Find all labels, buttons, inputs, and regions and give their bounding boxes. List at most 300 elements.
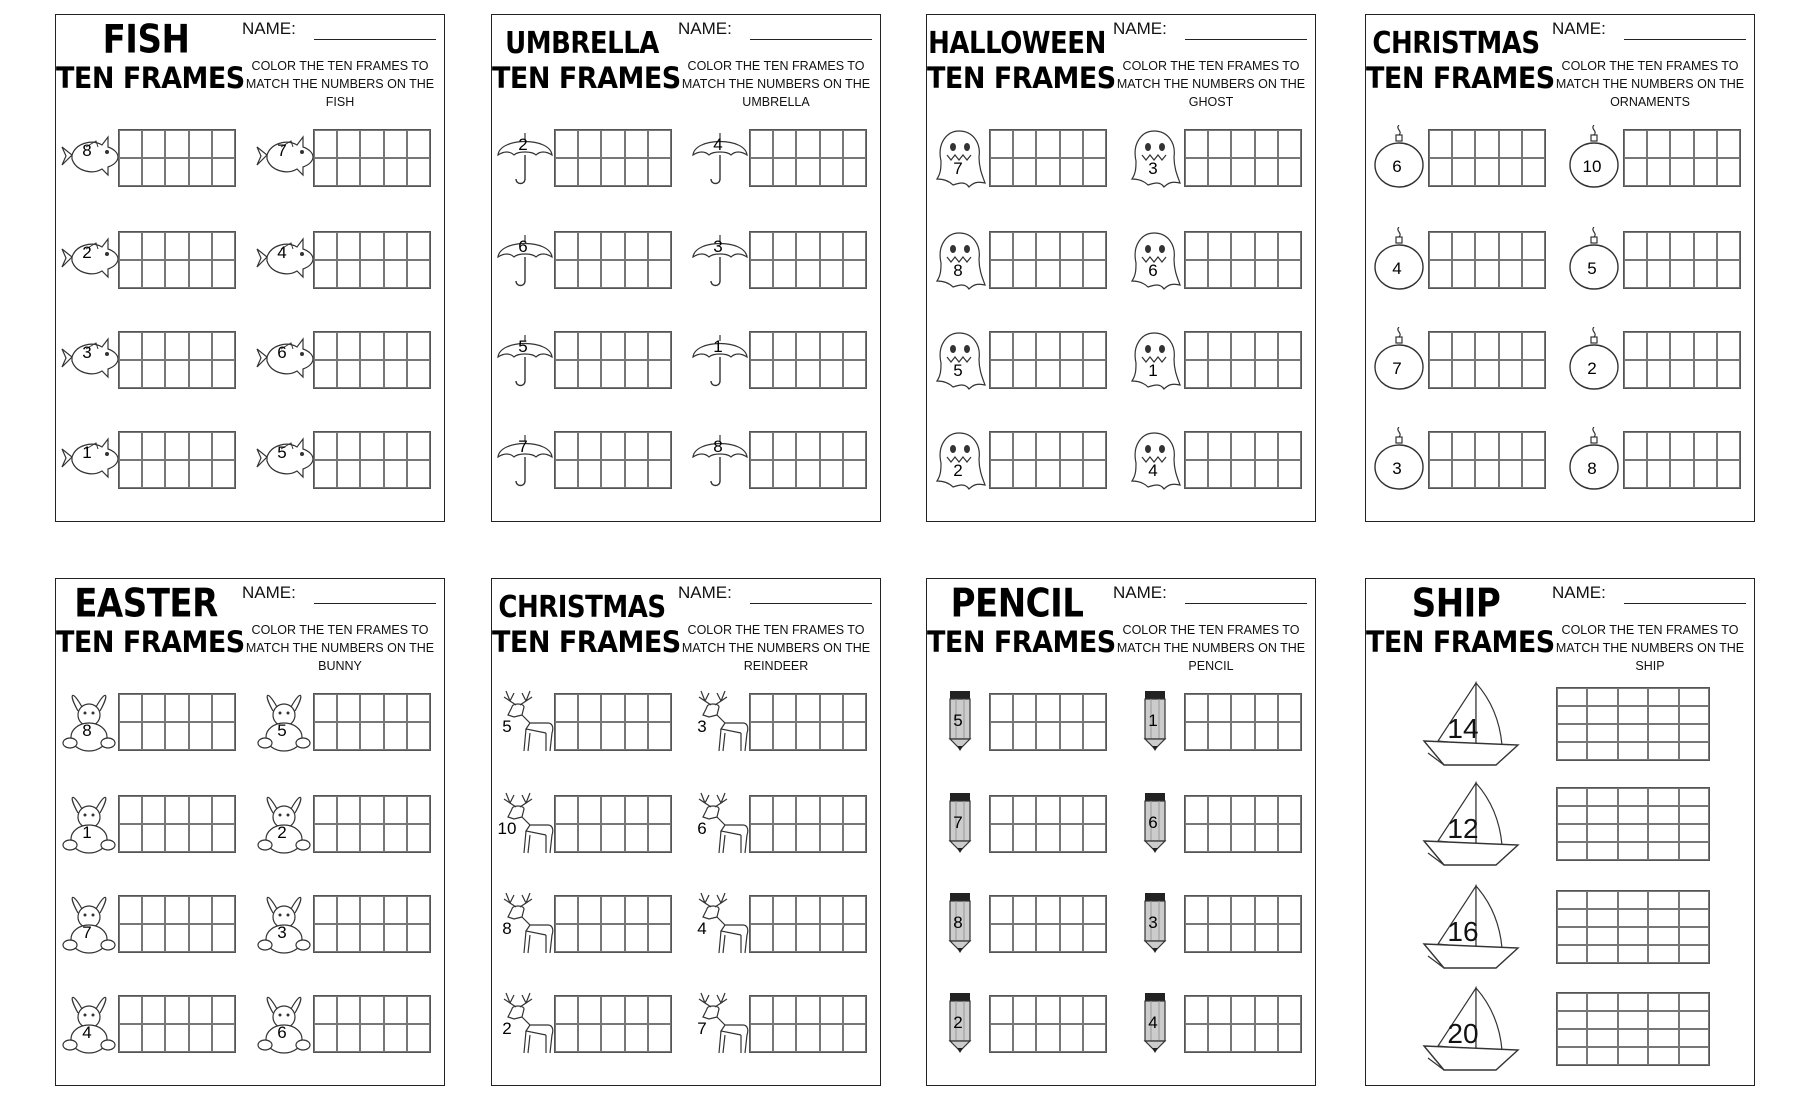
- frame-cell[interactable]: [1618, 842, 1648, 860]
- frame-cell[interactable]: [555, 1024, 578, 1052]
- frame-cell[interactable]: [384, 232, 407, 260]
- frame-cell[interactable]: [625, 796, 648, 824]
- frame-cell[interactable]: [796, 722, 819, 750]
- frame-cell[interactable]: [1647, 332, 1670, 360]
- frame-cell[interactable]: [142, 722, 165, 750]
- frame-cell[interactable]: [1208, 332, 1231, 360]
- frame-cell[interactable]: [773, 158, 796, 186]
- frame-cell[interactable]: [625, 260, 648, 288]
- frame-cell[interactable]: [189, 824, 212, 852]
- frame-cell[interactable]: [1429, 260, 1452, 288]
- frame-cell[interactable]: [407, 158, 430, 186]
- frame-cell[interactable]: [648, 1024, 671, 1052]
- frame-cell[interactable]: [1648, 891, 1678, 909]
- frame-cell[interactable]: [648, 332, 671, 360]
- frame-cell[interactable]: [601, 260, 624, 288]
- frame-cell[interactable]: [119, 232, 142, 260]
- ten-frame[interactable]: [554, 431, 672, 489]
- frame-cell[interactable]: [843, 896, 866, 924]
- frame-cell[interactable]: [1647, 130, 1670, 158]
- ten-frame[interactable]: [118, 995, 236, 1053]
- frame-cell[interactable]: [578, 260, 601, 288]
- frame-cell[interactable]: [212, 796, 235, 824]
- frame-cell[interactable]: [750, 158, 773, 186]
- frame-cell[interactable]: [578, 924, 601, 952]
- frame-cell[interactable]: [1083, 924, 1106, 952]
- frame-cell[interactable]: [314, 796, 337, 824]
- frame-cell[interactable]: [337, 130, 360, 158]
- frame-cell[interactable]: [384, 996, 407, 1024]
- ten-frame[interactable]: [749, 431, 867, 489]
- frame-cell[interactable]: [1557, 788, 1587, 806]
- ten-frame[interactable]: [313, 231, 431, 289]
- frame-cell[interactable]: [1185, 824, 1208, 852]
- frame-cell[interactable]: [142, 360, 165, 388]
- frame-cell[interactable]: [750, 896, 773, 924]
- frame-cell[interactable]: [1060, 360, 1083, 388]
- frame-cell[interactable]: [165, 460, 188, 488]
- frame-cell[interactable]: [1185, 722, 1208, 750]
- frame-cell[interactable]: [212, 130, 235, 158]
- frame-cell[interactable]: [1255, 460, 1278, 488]
- name-input-line[interactable]: [750, 603, 872, 604]
- frame-cell[interactable]: [165, 722, 188, 750]
- frame-cell[interactable]: [1587, 806, 1617, 824]
- frame-cell[interactable]: [165, 158, 188, 186]
- frame-cell[interactable]: [1278, 722, 1301, 750]
- frame-cell[interactable]: [1679, 706, 1709, 724]
- frame-cell[interactable]: [1679, 891, 1709, 909]
- frame-cell[interactable]: [1255, 360, 1278, 388]
- frame-cell[interactable]: [555, 824, 578, 852]
- frame-cell[interactable]: [1618, 688, 1648, 706]
- frame-cell[interactable]: [1499, 432, 1522, 460]
- frame-cell[interactable]: [384, 432, 407, 460]
- frame-cell[interactable]: [820, 158, 843, 186]
- frame-cell[interactable]: [1060, 232, 1083, 260]
- frame-cell[interactable]: [119, 694, 142, 722]
- frame-cell[interactable]: [1587, 1029, 1617, 1047]
- frame-cell[interactable]: [1060, 130, 1083, 158]
- frame-cell[interactable]: [578, 158, 601, 186]
- frame-cell[interactable]: [843, 332, 866, 360]
- frame-cell[interactable]: [407, 824, 430, 852]
- frame-cell[interactable]: [648, 824, 671, 852]
- frame-cell[interactable]: [1694, 360, 1717, 388]
- frame-cell[interactable]: [1647, 360, 1670, 388]
- ten-frame[interactable]: [118, 895, 236, 953]
- frame-cell[interactable]: [1013, 360, 1036, 388]
- frame-cell[interactable]: [1679, 742, 1709, 760]
- frame-cell[interactable]: [384, 924, 407, 952]
- frame-cell[interactable]: [1036, 260, 1059, 288]
- frame-cell[interactable]: [1694, 332, 1717, 360]
- frame-cell[interactable]: [212, 1024, 235, 1052]
- frame-cell[interactable]: [337, 432, 360, 460]
- frame-cell[interactable]: [1278, 360, 1301, 388]
- ten-frame[interactable]: [554, 995, 672, 1053]
- frame-cell[interactable]: [1185, 360, 1208, 388]
- frame-cell[interactable]: [1060, 996, 1083, 1024]
- ten-frame[interactable]: [118, 331, 236, 389]
- frame-cell[interactable]: [1231, 896, 1254, 924]
- frame-cell[interactable]: [314, 722, 337, 750]
- frame-cell[interactable]: [601, 824, 624, 852]
- frame-cell[interactable]: [1231, 158, 1254, 186]
- ten-frame[interactable]: [313, 795, 431, 853]
- frame-cell[interactable]: [1013, 796, 1036, 824]
- frame-cell[interactable]: [1717, 158, 1740, 186]
- ten-frame[interactable]: [749, 331, 867, 389]
- frame-cell[interactable]: [1278, 260, 1301, 288]
- frame-cell[interactable]: [142, 824, 165, 852]
- name-input-line[interactable]: [1185, 39, 1307, 40]
- frame-cell[interactable]: [601, 432, 624, 460]
- ten-frame[interactable]: [749, 995, 867, 1053]
- frame-cell[interactable]: [337, 1024, 360, 1052]
- frame-cell[interactable]: [1013, 232, 1036, 260]
- ten-frame[interactable]: [989, 995, 1107, 1053]
- frame-cell[interactable]: [750, 722, 773, 750]
- frame-cell[interactable]: [1255, 232, 1278, 260]
- frame-cell[interactable]: [820, 796, 843, 824]
- frame-cell[interactable]: [1624, 232, 1647, 260]
- frame-cell[interactable]: [1557, 909, 1587, 927]
- frame-cell[interactable]: [1231, 332, 1254, 360]
- frame-cell[interactable]: [1036, 796, 1059, 824]
- frame-cell[interactable]: [555, 924, 578, 952]
- frame-cell[interactable]: [360, 694, 383, 722]
- frame-cell[interactable]: [625, 694, 648, 722]
- frame-cell[interactable]: [1255, 130, 1278, 158]
- frame-cell[interactable]: [1587, 788, 1617, 806]
- frame-cell[interactable]: [165, 996, 188, 1024]
- frame-cell[interactable]: [142, 996, 165, 1024]
- ten-frame[interactable]: [749, 231, 867, 289]
- frame-cell[interactable]: [360, 130, 383, 158]
- frame-cell[interactable]: [625, 996, 648, 1024]
- frame-cell[interactable]: [212, 360, 235, 388]
- ten-frame[interactable]: [989, 331, 1107, 389]
- frame-cell[interactable]: [1013, 432, 1036, 460]
- frame-cell[interactable]: [555, 260, 578, 288]
- frame-cell[interactable]: [1452, 232, 1475, 260]
- frame-cell[interactable]: [1278, 824, 1301, 852]
- frame-cell[interactable]: [1522, 460, 1545, 488]
- frame-cell[interactable]: [1255, 332, 1278, 360]
- frame-cell[interactable]: [1278, 1024, 1301, 1052]
- frame-cell[interactable]: [990, 722, 1013, 750]
- frame-cell[interactable]: [1255, 1024, 1278, 1052]
- frame-cell[interactable]: [119, 332, 142, 360]
- frame-cell[interactable]: [773, 694, 796, 722]
- frame-cell[interactable]: [1231, 1024, 1254, 1052]
- frame-cell[interactable]: [1679, 1047, 1709, 1065]
- frame-cell[interactable]: [773, 332, 796, 360]
- frame-cell[interactable]: [407, 896, 430, 924]
- frame-cell[interactable]: [990, 232, 1013, 260]
- frame-cell[interactable]: [119, 460, 142, 488]
- frame-cell[interactable]: [843, 232, 866, 260]
- frame-cell[interactable]: [384, 460, 407, 488]
- frame-cell[interactable]: [1618, 1029, 1648, 1047]
- frame-cell[interactable]: [1231, 694, 1254, 722]
- frame-cell[interactable]: [1255, 796, 1278, 824]
- name-input-line[interactable]: [1624, 39, 1746, 40]
- ten-frame[interactable]: [1623, 331, 1741, 389]
- ten-frame[interactable]: [989, 895, 1107, 953]
- frame-cell[interactable]: [314, 232, 337, 260]
- frame-cell[interactable]: [1036, 158, 1059, 186]
- frame-cell[interactable]: [1060, 694, 1083, 722]
- frame-cell[interactable]: [601, 896, 624, 924]
- frame-cell[interactable]: [337, 158, 360, 186]
- frame-cell[interactable]: [1185, 796, 1208, 824]
- frame-cell[interactable]: [142, 694, 165, 722]
- frame-cell[interactable]: [1618, 824, 1648, 842]
- frame-cell[interactable]: [165, 332, 188, 360]
- frame-cell[interactable]: [314, 694, 337, 722]
- frame-cell[interactable]: [1255, 722, 1278, 750]
- frame-cell[interactable]: [407, 722, 430, 750]
- frame-cell[interactable]: [1036, 232, 1059, 260]
- frame-cell[interactable]: [578, 996, 601, 1024]
- frame-cell[interactable]: [1587, 724, 1617, 742]
- frame-cell[interactable]: [990, 824, 1013, 852]
- frame-cell[interactable]: [1083, 460, 1106, 488]
- frame-cell[interactable]: [360, 232, 383, 260]
- frame-cell[interactable]: [1618, 1047, 1648, 1065]
- frame-cell[interactable]: [796, 1024, 819, 1052]
- frame-cell[interactable]: [555, 460, 578, 488]
- frame-cell[interactable]: [165, 896, 188, 924]
- frame-cell[interactable]: [1083, 694, 1106, 722]
- frame-cell[interactable]: [1231, 260, 1254, 288]
- ten-frame[interactable]: [749, 693, 867, 751]
- frame-cell[interactable]: [1060, 924, 1083, 952]
- frame-cell[interactable]: [1231, 360, 1254, 388]
- frame-cell[interactable]: [1083, 824, 1106, 852]
- ten-frame[interactable]: [1428, 331, 1546, 389]
- frame-cell[interactable]: [1278, 232, 1301, 260]
- frame-cell[interactable]: [820, 260, 843, 288]
- ten-frame[interactable]: [1428, 129, 1546, 187]
- frame-cell[interactable]: [1083, 158, 1106, 186]
- frame-cell[interactable]: [337, 896, 360, 924]
- frame-cell[interactable]: [407, 996, 430, 1024]
- ten-frame[interactable]: [1623, 129, 1741, 187]
- frame-cell[interactable]: [1670, 332, 1693, 360]
- frame-cell[interactable]: [1255, 824, 1278, 852]
- frame-cell[interactable]: [773, 260, 796, 288]
- frame-cell[interactable]: [1587, 1047, 1617, 1065]
- frame-cell[interactable]: [1587, 891, 1617, 909]
- frame-cell[interactable]: [189, 996, 212, 1024]
- frame-cell[interactable]: [1717, 432, 1740, 460]
- frame-cell[interactable]: [314, 158, 337, 186]
- frame-cell[interactable]: [1587, 993, 1617, 1011]
- frame-cell[interactable]: [1083, 360, 1106, 388]
- frame-cell[interactable]: [189, 260, 212, 288]
- frame-cell[interactable]: [1624, 332, 1647, 360]
- frame-cell[interactable]: [142, 896, 165, 924]
- frame-cell[interactable]: [990, 460, 1013, 488]
- frame-cell[interactable]: [1036, 432, 1059, 460]
- ten-frame[interactable]: [1184, 129, 1302, 187]
- frame-cell[interactable]: [555, 332, 578, 360]
- ten-frame[interactable]: [1623, 231, 1741, 289]
- frame-cell[interactable]: [1499, 332, 1522, 360]
- frame-cell[interactable]: [1648, 1047, 1678, 1065]
- frame-cell[interactable]: [796, 332, 819, 360]
- ten-frame[interactable]: [989, 231, 1107, 289]
- frame-cell[interactable]: [119, 924, 142, 952]
- frame-cell[interactable]: [1648, 706, 1678, 724]
- frame-cell[interactable]: [384, 130, 407, 158]
- frame-cell[interactable]: [773, 924, 796, 952]
- frame-cell[interactable]: [189, 332, 212, 360]
- frame-cell[interactable]: [1648, 1011, 1678, 1029]
- frame-cell[interactable]: [1429, 432, 1452, 460]
- frame-cell[interactable]: [1717, 360, 1740, 388]
- frame-cell[interactable]: [990, 1024, 1013, 1052]
- frame-cell[interactable]: [578, 332, 601, 360]
- frame-cell[interactable]: [1587, 1011, 1617, 1029]
- frame-cell[interactable]: [142, 460, 165, 488]
- frame-cell[interactable]: [990, 896, 1013, 924]
- frame-cell[interactable]: [820, 460, 843, 488]
- ten-frame[interactable]: [1184, 693, 1302, 751]
- frame-cell[interactable]: [1231, 432, 1254, 460]
- frame-cell[interactable]: [648, 896, 671, 924]
- frame-cell[interactable]: [407, 260, 430, 288]
- frame-cell[interactable]: [796, 432, 819, 460]
- frame-cell[interactable]: [1694, 432, 1717, 460]
- ten-frame[interactable]: [1184, 795, 1302, 853]
- ten-frame[interactable]: [554, 129, 672, 187]
- frame-cell[interactable]: [1717, 232, 1740, 260]
- frame-cell[interactable]: [625, 432, 648, 460]
- frame-cell[interactable]: [1679, 1029, 1709, 1047]
- frame-cell[interactable]: [1060, 824, 1083, 852]
- frame-cell[interactable]: [1060, 1024, 1083, 1052]
- frame-cell[interactable]: [212, 996, 235, 1024]
- frame-cell[interactable]: [337, 460, 360, 488]
- frame-cell[interactable]: [1185, 432, 1208, 460]
- frame-cell[interactable]: [1060, 158, 1083, 186]
- frame-cell[interactable]: [1255, 896, 1278, 924]
- frame-cell[interactable]: [601, 796, 624, 824]
- frame-cell[interactable]: [773, 996, 796, 1024]
- frame-cell[interactable]: [360, 360, 383, 388]
- frame-cell[interactable]: [1013, 332, 1036, 360]
- frame-cell[interactable]: [625, 722, 648, 750]
- frame-cell[interactable]: [1679, 806, 1709, 824]
- frame-cell[interactable]: [212, 824, 235, 852]
- frame-cell[interactable]: [578, 1024, 601, 1052]
- frame-cell[interactable]: [601, 360, 624, 388]
- frame-cell[interactable]: [1648, 1029, 1678, 1047]
- frame-cell[interactable]: [384, 694, 407, 722]
- frame-cell[interactable]: [1679, 993, 1709, 1011]
- frame-cell[interactable]: [1648, 824, 1678, 842]
- frame-cell[interactable]: [1647, 432, 1670, 460]
- frame-cell[interactable]: [1208, 158, 1231, 186]
- frame-cell[interactable]: [337, 232, 360, 260]
- frame-cell[interactable]: [212, 332, 235, 360]
- frame-cell[interactable]: [189, 694, 212, 722]
- frame-cell[interactable]: [796, 796, 819, 824]
- frame-cell[interactable]: [165, 260, 188, 288]
- frame-cell[interactable]: [1185, 896, 1208, 924]
- ten-frame[interactable]: [313, 995, 431, 1053]
- frame-cell[interactable]: [1208, 996, 1231, 1024]
- frame-cell[interactable]: [843, 796, 866, 824]
- frame-cell[interactable]: [1278, 158, 1301, 186]
- frame-cell[interactable]: [1522, 158, 1545, 186]
- frame-cell[interactable]: [165, 232, 188, 260]
- frame-cell[interactable]: [750, 432, 773, 460]
- frame-cell[interactable]: [1231, 460, 1254, 488]
- frame-cell[interactable]: [1083, 130, 1106, 158]
- frame-cell[interactable]: [578, 796, 601, 824]
- frame-cell[interactable]: [1618, 1011, 1648, 1029]
- frame-cell[interactable]: [1618, 806, 1648, 824]
- frame-cell[interactable]: [1679, 788, 1709, 806]
- frame-cell[interactable]: [1679, 927, 1709, 945]
- frame-cell[interactable]: [165, 796, 188, 824]
- frame-cell[interactable]: [578, 896, 601, 924]
- frame-cell[interactable]: [119, 130, 142, 158]
- frame-cell[interactable]: [1648, 688, 1678, 706]
- frame-cell[interactable]: [1452, 360, 1475, 388]
- frame-cell[interactable]: [314, 432, 337, 460]
- frame-cell[interactable]: [1036, 1024, 1059, 1052]
- frame-cell[interactable]: [1208, 694, 1231, 722]
- frame-cell[interactable]: [1060, 722, 1083, 750]
- frame-cell[interactable]: [843, 360, 866, 388]
- frame-cell[interactable]: [384, 824, 407, 852]
- frame-cell[interactable]: [1587, 927, 1617, 945]
- frame-cell[interactable]: [1013, 1024, 1036, 1052]
- frame-cell[interactable]: [119, 260, 142, 288]
- frame-cell[interactable]: [625, 332, 648, 360]
- frame-cell[interactable]: [1670, 260, 1693, 288]
- frame-cell[interactable]: [1647, 158, 1670, 186]
- frame-cell[interactable]: [384, 1024, 407, 1052]
- frame-cell[interactable]: [1278, 694, 1301, 722]
- twenty-frame[interactable]: [1556, 687, 1710, 761]
- frame-cell[interactable]: [750, 232, 773, 260]
- name-input-line[interactable]: [314, 39, 436, 40]
- frame-cell[interactable]: [1255, 694, 1278, 722]
- frame-cell[interactable]: [1013, 824, 1036, 852]
- frame-cell[interactable]: [1278, 460, 1301, 488]
- name-input-line[interactable]: [750, 39, 872, 40]
- frame-cell[interactable]: [1618, 927, 1648, 945]
- frame-cell[interactable]: [555, 158, 578, 186]
- frame-cell[interactable]: [189, 924, 212, 952]
- frame-cell[interactable]: [1036, 694, 1059, 722]
- frame-cell[interactable]: [165, 824, 188, 852]
- frame-cell[interactable]: [1208, 232, 1231, 260]
- frame-cell[interactable]: [1648, 724, 1678, 742]
- frame-cell[interactable]: [407, 232, 430, 260]
- frame-cell[interactable]: [578, 130, 601, 158]
- frame-cell[interactable]: [384, 260, 407, 288]
- frame-cell[interactable]: [384, 896, 407, 924]
- frame-cell[interactable]: [1255, 924, 1278, 952]
